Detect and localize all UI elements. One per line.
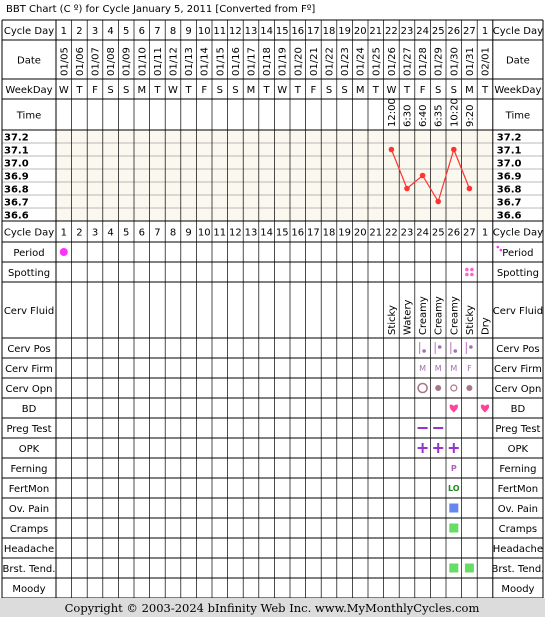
row-label-right-cycle_day: Cycle Day	[492, 227, 544, 239]
cycle-day-number: 16	[291, 26, 305, 37]
cycle-day-number: 25	[431, 26, 445, 37]
date-label: 01/23	[340, 47, 352, 76]
row-label-date: Date	[17, 55, 41, 67]
row-label-headache: Headache	[3, 544, 55, 555]
weekday-label: S	[123, 85, 130, 96]
date-label: 01/13	[184, 47, 196, 76]
cycle-day-number: 9	[185, 26, 192, 37]
cycle-day-number: 10	[197, 227, 211, 239]
date-label: 01/20	[293, 47, 305, 76]
chart-title: BBT Chart (C º) for Cycle January 5, 2011 [Converted from Fº]	[6, 4, 316, 15]
fertmon-label: LO	[447, 484, 460, 493]
temperature-point	[420, 173, 426, 179]
weekday-label: W	[168, 85, 178, 96]
row-label-ov_pain: Ov. Pain	[8, 504, 50, 515]
cycle-day-number: 12	[229, 26, 242, 37]
cycle-day-number: 10	[197, 26, 211, 37]
cycle-day-number: 3	[91, 26, 99, 37]
cycle-day-number: 20	[353, 227, 367, 239]
temperature-point	[435, 199, 441, 205]
row-label-weekday: WeekDay	[5, 85, 53, 96]
cycle-day-number: 19	[338, 26, 351, 37]
date-label: 01/17	[246, 47, 258, 76]
weekday-label: F	[201, 85, 208, 96]
date-label: 02/01	[480, 47, 492, 76]
row-label-preg_test: Preg Test	[6, 424, 52, 435]
date-label: 01/19	[277, 47, 289, 76]
cycle-day-number: 6	[138, 26, 145, 37]
date-label: 01/24	[355, 47, 367, 76]
cycle-day-number: 7	[154, 227, 161, 239]
cycle-day-number: 1	[60, 227, 67, 239]
y-tick-label-left: 36.6	[4, 210, 29, 222]
y-tick-label-right: 36.6	[496, 210, 522, 222]
temperature-point	[467, 186, 473, 192]
y-tick-label-left: 37.1	[4, 145, 29, 157]
weekday-label: F	[92, 85, 98, 96]
y-tick-label-left: 37.0	[4, 158, 29, 170]
y-tick-label-left: 37.2	[4, 132, 29, 144]
time-label: 12:00	[386, 98, 398, 127]
row-label-right-date: Date	[505, 55, 530, 67]
cycle-day-number: 20	[353, 26, 367, 37]
time-label: 10:20	[449, 98, 461, 127]
ferning-label: P	[450, 464, 457, 473]
cycle-day-number: 1	[481, 227, 489, 239]
cerv-firm-label: M	[450, 364, 458, 373]
cycle-day-number: 4	[107, 227, 114, 239]
row-label-opk: OPK	[18, 444, 40, 455]
weekday-label: W	[58, 85, 69, 96]
date-label: 01/28	[418, 47, 430, 76]
cycle-day-number: 14	[260, 26, 273, 37]
date-label: 01/25	[371, 47, 383, 76]
cerv-fluid-label: Sticky	[386, 305, 398, 335]
date-label: 01/30	[449, 47, 461, 76]
row-label-right-ferning: Ferning	[499, 464, 537, 475]
cycle-day-number: 18	[322, 227, 336, 239]
row-label-brst_tend: Brst. Tend.	[2, 564, 56, 575]
date-label: 01/14	[199, 47, 211, 76]
y-tick-label-right: 36.7	[496, 197, 522, 209]
date-label: 01/06	[74, 47, 86, 76]
cerv-fluid-label: Sticky	[464, 305, 476, 335]
cycle-day-number: 26	[447, 26, 461, 37]
cycle-day-number: 6	[138, 227, 145, 239]
cycle-day-number: 24	[416, 26, 429, 37]
weekday-label: T	[76, 85, 83, 96]
cerv-fluid-label: Watery	[402, 299, 414, 335]
date-label: 01/09	[121, 47, 133, 76]
cerv-fluid-label: Creamy	[433, 296, 445, 335]
y-tick-label-left: 36.9	[4, 171, 29, 183]
cycle-day-number: 21	[369, 227, 383, 239]
cycle-day-number: 4	[107, 26, 114, 37]
cerv-pos-dot	[469, 345, 473, 349]
cycle-day-number: 27	[463, 227, 476, 239]
date-label: 01/27	[402, 47, 414, 76]
row-label-cerv_opn: Cerv Opn	[5, 384, 53, 395]
cerv-open-dot	[466, 385, 472, 391]
copyright-footer: Copyright © 2003-2024 bInfinity Web Inc. www.MyMonthlyCycles.com	[64, 601, 480, 615]
row-label-cramps: Cramps	[9, 524, 49, 535]
date-label: 01/26	[386, 47, 398, 76]
cycle-day-number: 15	[275, 26, 289, 37]
date-label: 01/22	[324, 47, 336, 76]
cycle-day-number: 5	[123, 26, 130, 37]
period-legend-drop	[500, 249, 503, 252]
weekday-label: S	[107, 85, 114, 96]
cycle-day-number: 5	[123, 227, 130, 239]
row-label-cerv_firm: Cerv Firm	[5, 364, 53, 375]
row-label-right-headache: Headache	[492, 544, 544, 555]
row-label-right-ov_pain: Ov. Pain	[497, 504, 539, 515]
row-label-right-fertmon: FertMon	[497, 484, 539, 495]
cerv-firm-label: M	[419, 364, 427, 373]
breast-tenderness-marker	[449, 564, 458, 573]
date-label: 01/21	[308, 47, 320, 76]
spotting-dot	[465, 268, 469, 272]
cycle-day-number: 11	[213, 26, 227, 37]
time-label: 9:20	[464, 104, 476, 127]
date-label: 01/07	[90, 47, 102, 76]
temperature-point	[389, 147, 395, 153]
cerv-fluid-label: Creamy	[418, 296, 430, 335]
row-label-right-cerv_firm: Cerv Firm	[493, 364, 542, 375]
time-label: 6:35	[433, 104, 445, 127]
cycle-day-number: 17	[307, 227, 320, 239]
row-label-cerv_fluid: Cerv Fluid	[3, 306, 55, 317]
weekday-label: S	[341, 85, 348, 96]
weekday-label: M	[465, 85, 474, 96]
weekday-label: T	[185, 85, 192, 96]
date-label: 01/16	[230, 47, 242, 76]
cycle-day-number: 23	[400, 26, 414, 37]
cycle-day-number: 8	[169, 26, 177, 37]
weekday-label: T	[294, 85, 301, 96]
row-label-right-cramps: Cramps	[498, 524, 538, 535]
spotting-dot	[470, 268, 474, 272]
cerv-open-dot	[435, 385, 441, 391]
weekday-label: W	[386, 85, 397, 96]
cycle-day-number: 13	[244, 26, 258, 37]
row-label-cycle_day: Cycle Day	[3, 227, 55, 239]
date-label: 01/31	[464, 47, 476, 76]
y-tick-label-right: 36.8	[496, 184, 522, 196]
row-label-spotting: Spotting	[7, 268, 51, 279]
weekday-label: T	[154, 85, 161, 96]
cycle-day-number: 26	[447, 227, 461, 239]
y-tick-label-right: 37.1	[496, 145, 522, 157]
time-label: 6:30	[402, 104, 414, 127]
cerv-pos-dot	[454, 349, 458, 353]
y-tick-label-right: 37.0	[496, 158, 522, 170]
date-label: 01/29	[433, 47, 445, 76]
cerv-pos-dot	[422, 349, 426, 353]
cramps-marker	[449, 524, 458, 533]
cycle-day-number: 14	[260, 227, 273, 239]
temperature-point	[404, 186, 410, 192]
cycle-day-number: 21	[369, 26, 383, 37]
row-label-period: Period	[13, 248, 45, 259]
row-label-time: Time	[16, 110, 42, 122]
weekday-label: T	[263, 85, 270, 96]
weekday-label: F	[310, 85, 317, 96]
date-label: 01/15	[215, 47, 227, 76]
cycle-day-number: 2	[76, 227, 83, 239]
row-label-right-cerv_opn: Cerv Opn	[494, 384, 542, 395]
cycle-day-number: 13	[244, 227, 258, 239]
cycle-day-number: 15	[275, 227, 289, 239]
time-label: 6:40	[418, 104, 430, 127]
cerv-pos-dot	[438, 345, 442, 349]
row-label-ferning: Ferning	[10, 464, 48, 475]
date-label: 01/18	[262, 47, 274, 76]
date-label: 01/12	[168, 47, 180, 76]
cycle-day-number: 16	[291, 227, 305, 239]
cerv-fluid-label: Creamy	[449, 296, 461, 335]
weekday-label: M	[355, 85, 365, 96]
ov-pain-marker	[449, 504, 458, 513]
weekday-label: W	[277, 85, 288, 96]
cycle-day-number: 19	[338, 227, 351, 239]
weekday-label: F	[419, 85, 426, 96]
cycle-day-number: 22	[385, 227, 398, 239]
row-label-right-period: Period	[502, 248, 534, 259]
y-tick-label-right: 36.9	[496, 171, 522, 183]
row-label-right-time: Time	[505, 110, 531, 122]
cerv-firm-label: F	[467, 364, 472, 373]
weekday-label: T	[372, 85, 379, 96]
cerv-firm-label: M	[434, 364, 442, 373]
cycle-day-number: 1	[60, 26, 67, 37]
cycle-day-number: 24	[416, 227, 429, 239]
weekday-label: S	[450, 85, 457, 96]
row-label-cerv_pos: Cerv Pos	[7, 344, 51, 355]
row-label-right-weekday: WeekDay	[494, 85, 542, 96]
date-label: 01/08	[106, 47, 118, 76]
date-label: 01/11	[152, 47, 164, 76]
row-label-right-spotting: Spotting	[496, 268, 539, 279]
row-label-moody: Moody	[12, 584, 46, 595]
date-label: 01/10	[137, 47, 149, 76]
cycle-day-number: 8	[169, 227, 177, 239]
cycle-day-number: 25	[431, 227, 445, 239]
weekday-label: S	[216, 85, 223, 96]
row-label-right-preg_test: Preg Test	[495, 424, 541, 435]
row-label-right-bd: BD	[510, 404, 526, 415]
cycle-day-number: 17	[307, 26, 320, 37]
row-label-fertmon: FertMon	[8, 484, 50, 495]
cycle-day-number: 3	[91, 227, 99, 239]
cycle-day-number: 7	[154, 26, 161, 37]
period-dot	[60, 248, 68, 256]
row-label-cycle_day: Cycle Day	[3, 26, 55, 37]
weekday-label: T	[403, 85, 411, 96]
row-label-right-opk: OPK	[507, 444, 529, 455]
cycle-day-number: 1	[481, 26, 489, 37]
weekday-label: M	[246, 85, 256, 96]
cycle-day-number: 2	[76, 26, 83, 37]
cycle-day-number: 23	[400, 227, 414, 239]
cycle-day-number: 22	[385, 26, 398, 37]
spotting-dot	[465, 273, 469, 277]
weekday-label: M	[137, 85, 147, 96]
row-label-right-cycle_day: Cycle Day	[492, 26, 544, 37]
period-legend-drop	[497, 246, 500, 249]
y-tick-label-left: 36.8	[4, 184, 29, 196]
y-tick-label-left: 36.7	[4, 197, 29, 209]
temperature-point	[451, 147, 457, 153]
y-tick-label-right: 37.2	[496, 132, 522, 144]
cycle-day-number: 9	[185, 227, 192, 239]
breast-tenderness-marker	[465, 564, 474, 573]
cycle-day-number: 12	[229, 227, 242, 239]
spotting-dot	[470, 273, 474, 277]
weekday-label: S	[435, 85, 442, 96]
row-label-right-cerv_fluid: Cerv Fluid	[492, 306, 544, 317]
cycle-day-number: 27	[463, 26, 476, 37]
weekday-label: T	[481, 85, 489, 96]
row-label-right-moody: Moody	[501, 584, 535, 595]
row-label-right-cerv_pos: Cerv Pos	[496, 344, 540, 355]
row-label-bd: BD	[21, 404, 37, 415]
weekday-label: S	[325, 85, 333, 96]
cycle-day-number: 11	[213, 227, 227, 239]
date-label: 01/05	[59, 47, 71, 76]
row-label-right-brst_tend: Brst. Tend.	[491, 564, 545, 575]
cerv-fluid-label: Dry	[480, 317, 492, 335]
weekday-label: S	[232, 85, 239, 96]
cycle-day-number: 18	[322, 26, 336, 37]
